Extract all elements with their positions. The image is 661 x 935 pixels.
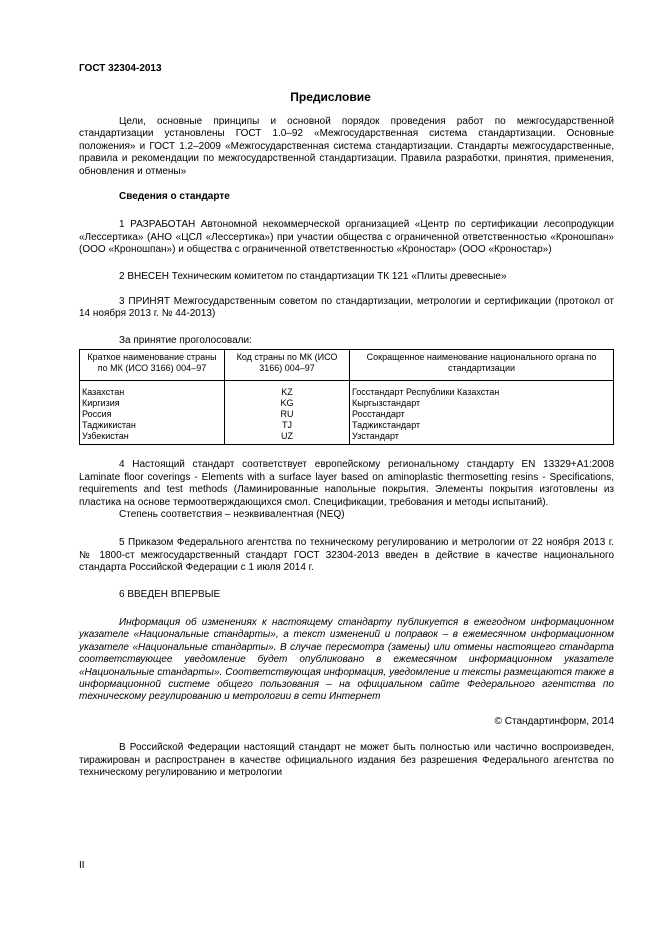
body-cell: Кыргызстандарт	[350, 398, 614, 409]
vote-table-header-code: Код страны по МК (ИСО 3166) 004–97	[225, 350, 350, 381]
vote-table	[79, 349, 614, 445]
page-number: II	[79, 860, 85, 871]
table-row	[80, 431, 614, 445]
table-row	[80, 398, 614, 409]
page-title: Предисловие	[290, 90, 371, 104]
standard-info-heading: Сведения о стандарте	[119, 191, 230, 203]
rights-paragraph: В Российской Федерации настоящий стандарт не может быть полностью или частично воспроизведен, тиражирован и распространен в качестве официального издания без разрешения Федерального агентства по техническому регулированию и метрологии	[79, 742, 614, 778]
country-cell: Узбекистан	[80, 431, 225, 445]
item-first: 6 ВВЕДЕН ВПЕРВЫЕ	[119, 588, 221, 600]
vote-table-header-country: Краткое наименование страны по МК (ИСО 3166) 004–97	[80, 350, 225, 381]
item-introduced: 2 ВНЕСЕН Техническим комитетом по стандартизации ТК 121 «Плиты древесные»	[119, 270, 507, 282]
item-order: 5 Приказом Федерального агентства по техническому регулированию и метрологии от 22 ноября 2013 г. № 1800-ст межгосударственный стандарт ГОСТ 32304-2013 введен в действие в качестве национального стандарта Российской Федерации с 1 июля 2014 г.	[79, 537, 614, 574]
code-cell: UZ	[225, 431, 350, 445]
table-row	[80, 387, 614, 398]
code-cell: KG	[225, 398, 350, 409]
item-corresponds: 4 Настоящий стандарт соответствует европейскому региональному стандарту EN 13329+A1:2008 Laminate floor coverings - Elements with a surface layer based on aminoplastic thermosetting resins - Specifications, requirements and test methods (Ламинированные напольные покрытия. Элементы покрытия изготовлены из пластика на основе термоотверждающихся смол. Спецификации, требования и методы испытаний).	[79, 459, 614, 508]
item-developed: 1 РАЗРАБОТАН Автономной некоммерческой организацией «Центр по сертификации лесопродукции «Лессертика» (АНО «ЦСЛ «Лессертика») при участии общества с ограниченной ответственностью «Кроношпан» (ООО «Кроношпан») и общества с ограниченной ответственностью «Кроностар» (ООО «Кроностар»)	[79, 219, 614, 256]
intro-paragraph: Цели, основные принципы и основной порядок проведения работ по межгосударственной стандартизации установлены ГОСТ 1.0–92 «Межгосударственная система стандартизации. Основные положения» и ГОСТ 1.2–2009 «Межгосударственная система стандартизации. Стандарты межгосударственные, правила и рекомендации по межгосударственной стандартизации. Правила разработки, принятия, применения, обновления и отмены»	[79, 116, 614, 177]
vote-table-header-body: Сокращенное наименование национального органа по стандартизации	[350, 350, 614, 381]
code-cell: RU	[225, 409, 350, 420]
country-cell: Казахстан	[80, 387, 225, 398]
body-cell: Узстандарт	[350, 431, 614, 445]
body-cell: Госстандарт Республики Казахстан	[350, 387, 614, 398]
document-body	[79, 116, 614, 779]
table-row	[80, 409, 614, 420]
item-degree: Степень соответствия – неэквивалентная (NEQ)	[119, 508, 345, 520]
code-cell: TJ	[225, 420, 350, 431]
copyright-line: © Стандартинформ, 2014	[494, 715, 614, 727]
code-cell: KZ	[225, 387, 350, 398]
item-adopted: 3 ПРИНЯТ Межгосударственным советом по стандартизации, метрологии и сертификации (протокол от 14 ноября 2013 г. № 44-2013)	[79, 296, 614, 320]
vote-caption: За принятие проголосовали:	[119, 334, 252, 346]
changes-info-paragraph: Информация об изменениях к настоящему стандарту публикуется в ежегодном информационном указателе «Национальные стандарты», а текст изменений и поправок – в ежемесячном информационном указателе «Национальные стандарты». В случае пересмотра (замены) или отмены настоящего стандарта соответствующее уведомление будет опубликовано в ежемесячном информационном указателе «Национальные стандарты». Соответствующая информация, уведомление и тексты размещаются также в информационной системе общего пользования – на официальном сайте Федерального агентства по техническому регулированию и метрологии в сети Интернет	[79, 616, 614, 703]
body-cell: Таджикстандарт	[350, 420, 614, 431]
country-cell: Россия	[80, 409, 225, 420]
country-cell: Таджикистан	[80, 420, 225, 431]
document-code: ГОСТ 32304-2013	[79, 63, 162, 74]
table-row	[80, 420, 614, 431]
body-cell: Росстандарт	[350, 409, 614, 420]
country-cell: Киргизия	[80, 398, 225, 409]
